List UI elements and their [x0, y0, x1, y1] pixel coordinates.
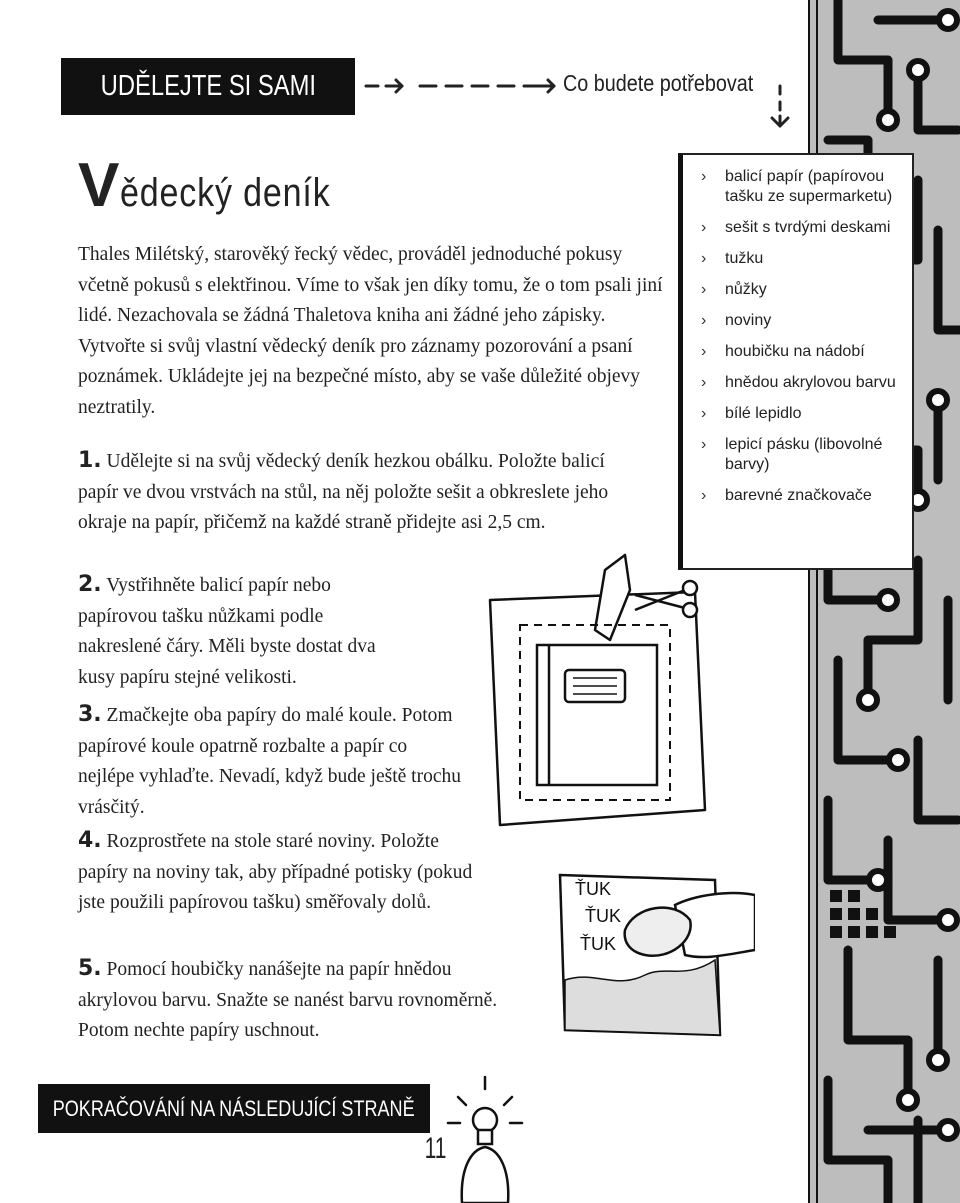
chevron-right-icon: › [701, 374, 707, 391]
step-4 [78, 826, 478, 919]
sponge-painting-illustration [555, 860, 755, 1040]
step-text: Zmačkejte oba papíry do malé koule. Potom papírové koule opatrně rozbalte a papír co nejlépe vyhlaďte. Nevadí, když bude ještě trochu vrásčitý. [78, 705, 461, 818]
list-item: › hnědou akrylovou barvu [701, 374, 896, 391]
step-number: 3. [78, 702, 102, 727]
step-number: 4. [78, 828, 102, 853]
sound-effect-text: ŤUK [585, 906, 621, 926]
list-item: › nůžky [701, 281, 767, 298]
list-item: › barevné značkovače [701, 487, 872, 504]
chevron-right-icon: › [701, 168, 707, 185]
list-item: › lepicí pásku (libovolné barvy) [701, 436, 883, 473]
list-item: › houbičku na nádobí [701, 343, 865, 360]
step-text: Pomocí houbičky nanášejte na papír hnědou akrylovou barvu. Snažte se nanést barvu rovnoměrně. Potom nechte papíry uschnout. [78, 959, 498, 1041]
list-item: › balicí papír (papírovou tašku ze supermarketu) [701, 168, 893, 205]
notebook-tracing-illustration [485, 550, 715, 830]
chevron-right-icon: › [701, 343, 707, 360]
sound-effect-text: ŤUK [580, 934, 616, 954]
section-banner [61, 58, 355, 115]
step-text: Vystřihněte balicí papír nebo papírovou tašku nůžkami podle nakreslené čáry. Měli byste dostat dva kusy papíru stejné velikosti. [78, 575, 376, 688]
lightbulb-icon [440, 1075, 530, 1203]
step-text: Rozprostřete na stole staré noviny. Položte papíry na noviny tak, aby případné potisky (pokud jste použili papírovou tašku) směřovaly dolů. [78, 831, 473, 913]
list-item: › tužku [701, 250, 764, 267]
sound-effect-text: ŤUK [575, 879, 611, 899]
step-3 [78, 700, 463, 823]
chevron-right-icon: › [701, 436, 707, 453]
needs-heading: Co budete potřebovat [563, 70, 754, 96]
chevron-right-icon: › [701, 487, 707, 504]
list-item: › noviny [701, 312, 772, 329]
step-2 [78, 570, 408, 693]
step-5 [78, 954, 523, 1047]
intro-paragraph: Thales Milétský, starověký řecký vědec, prováděl jednoduché pokusy včetně pokusů s elektřinou. Víme to však jen díky tomu, že o tom psali jiní lidé. Nezachovala se žádná Thaletova kniha ani žádné jeho zápisky. Vytvořte si svůj vlastní vědecký deník pro záznamy pozorování a psaní poznámek. Ukládejte jej na bezpečné místo, aby se vaše důležité objevy neztratily. [78, 244, 663, 418]
chevron-right-icon: › [701, 312, 707, 329]
section-banner-label: UDĚLEJTE SI SAMI [100, 70, 316, 102]
dashed-arrow-icon [364, 70, 564, 100]
list-item: › sešit s tvrdými deskami [701, 219, 891, 236]
step-number: 1. [78, 448, 102, 473]
page-title: Vědecký deník [78, 151, 331, 220]
chevron-right-icon: › [701, 405, 707, 422]
list-item: › bílé lepidlo [701, 405, 802, 422]
step-number: 5. [78, 956, 102, 981]
step-1 [78, 446, 618, 539]
step-number: 2. [78, 572, 102, 597]
step-text: Udělejte si na svůj vědecký deník hezkou obálku. Položte balicí papír ve dvou vrstvách na stůl, na něj položte sešit a obkreslete jeho okraje na papír, přičemž na každé straně přidejte asi 2,5 cm. [78, 451, 609, 533]
continued-banner: POKRAČOVÁNÍ NA NÁSLEDUJÍCÍ STRANĚ [38, 1084, 430, 1133]
chevron-right-icon: › [701, 219, 707, 236]
materials-list [678, 153, 914, 570]
dashed-down-arrow-icon [766, 84, 794, 134]
chevron-right-icon: › [701, 250, 707, 267]
chevron-right-icon: › [701, 281, 707, 298]
page-number: 11 [424, 1132, 447, 1165]
